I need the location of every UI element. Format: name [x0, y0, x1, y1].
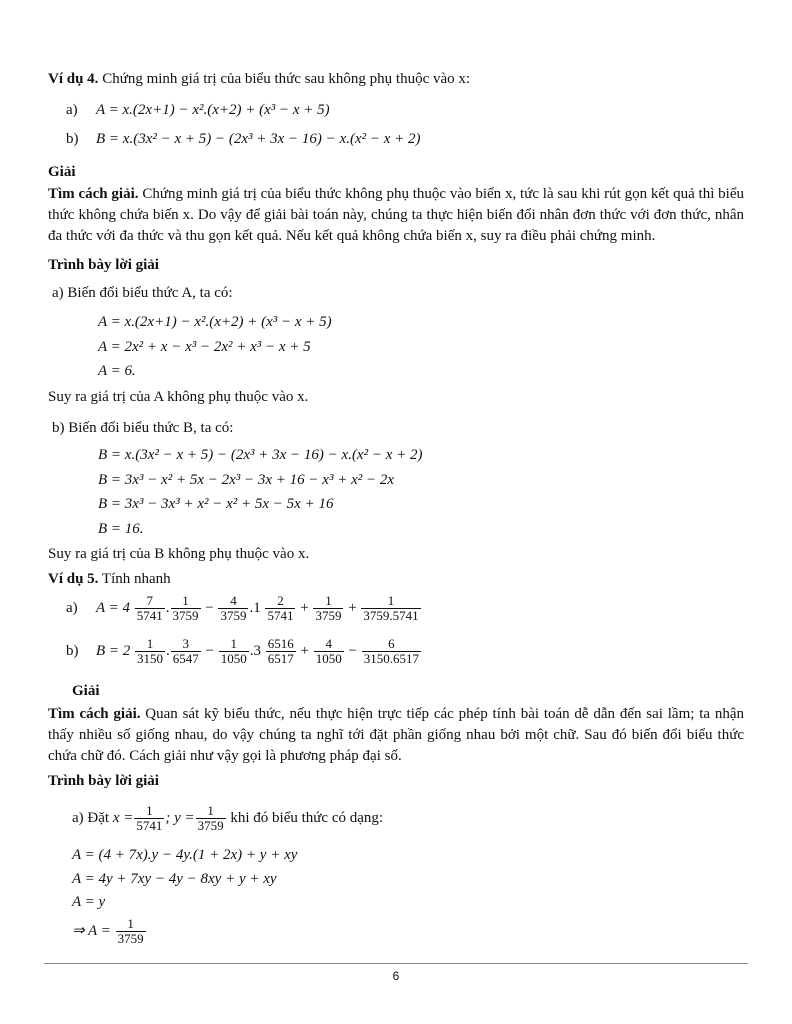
method-paragraph-2: [48, 704, 744, 767]
substitution-intro: a) Đặt: [72, 810, 110, 826]
expression-b-lhs: B = 2: [96, 643, 131, 659]
fraction: $\frac{7}{5741}$: [136, 593, 163, 624]
part-b-label: b): [66, 643, 79, 659]
example-4-statement: [48, 70, 470, 88]
fraction: $\frac{1}{1050}$: [220, 636, 247, 667]
fraction: $\frac{6}{3150.6517}$: [363, 636, 419, 667]
solution-b-conclusion: Suy ra giá trị của B không phụ thuộc vào x.: [48, 546, 310, 562]
fraction: $\frac{3}{6547}$: [172, 636, 199, 667]
solution-a-step-2: A = 2x² + x − x³ − 2x² + x³ − x + 5: [98, 339, 311, 355]
example-5-heading: Ví dụ 5.: [48, 571, 99, 587]
part-a-label: a): [66, 102, 78, 118]
solution-a-intro: a) Biến đổi biểu thức A, ta có:: [52, 285, 233, 301]
solution-a-step-1: A = x.(2x+1) − x².(x+2) + (x³ − x + 5): [98, 314, 332, 330]
method-text-1: Chứng minh giá trị của biểu thức không phụ thuộc vào biến x, tức là sau khi rút gọn kết quả thì biểu thức không chứa biến x. Do vậy để giải bài toán này, chúng ta thực hiện biến đổi nhân đơn thức với đơn thức, nhân đa thức với đa thức và thu gọn kết quả. Nếu kết quả không chứa biến x, suy ra điều phải chứng minh.: [48, 186, 744, 244]
solution-b-step-4: B = 16.: [98, 521, 144, 537]
solution-b-step-1: B = x.(3x² − x + 5) − (2x³ + 3x − 16) − x.(x² − x + 2): [98, 447, 423, 463]
fraction: $\frac{1}{5741}$: [136, 803, 163, 834]
method-heading-1: Tìm cách giải.: [48, 186, 139, 202]
solution-b-step-2: B = 3x³ − x² + 5x − 2x³ − 3x + 16 − x³ + x² − 2x: [98, 472, 395, 488]
solution-heading-1: Giải: [48, 164, 76, 180]
solution-5a-result: ⇒ A = $\frac{1}{3759}$: [72, 916, 144, 947]
example-5-statement: [48, 570, 171, 588]
solution-heading-2: Giải: [72, 683, 100, 699]
solution-b-step-3: B = 3x³ − 3x³ + x² − x² + 5x − 5x + 16: [98, 496, 334, 512]
solution-a-conclusion: Suy ra giá trị của A không phụ thuộc vào x.: [48, 389, 309, 405]
fraction: $\frac{1}{3759}$: [117, 916, 144, 947]
part-a-label: a): [66, 600, 78, 616]
presentation-heading-1: Trình bày lời giải: [48, 257, 159, 273]
solution-5a-substitution: a) Đặt x = $\frac{1}{5741}$ ; y = $\frac{1}{3759}$ khi đó biểu thức có dạng:: [72, 803, 384, 834]
example-4-heading: Ví dụ 4.: [48, 71, 99, 87]
expression-a: A = x.(2x+1) − x².(x+2) + (x³ − x + 5): [96, 102, 330, 118]
solution-5a-step-3: A = y: [72, 894, 106, 910]
example-5-part-b: b) B = 2 $\frac{1}{3150}$ . $\frac{3}{6547}$ − $\frac{1}{1050}$ .3 $\frac{6516}{6517}$ + $\frac{4}{1050}$ − $\frac{6}{3150.6517}$: [66, 633, 422, 669]
method-heading-2: Tìm cách giải.: [48, 706, 141, 722]
fraction: $\frac{1}{3759}$: [172, 593, 199, 624]
example-4-text: Chứng minh giá trị của biểu thức sau không phụ thuộc vào x:: [98, 71, 471, 87]
method-text-2: Quan sát kỹ biểu thức, nếu thực hiện trực tiếp các phép tính bài toán dễ dẫn đến sai lầm; ta nhận thấy nhiều số giống nhau, do vậy chúng ta nghĩ tới đặt phần giống nhau bởi một chữ. Sau đó biến đổi biểu thức chứa chữ đó. Cách giải như vậy gọi là phương pháp đại số.: [48, 706, 744, 764]
fraction: $\frac{6516}{6517}$: [267, 636, 294, 667]
fraction: $\frac{4}{3759}$: [220, 593, 247, 624]
solution-a-step-3: A = 6.: [98, 363, 136, 379]
substitution-tail: khi đó biểu thức có dạng:: [230, 810, 384, 826]
solution-5a-step-2: A = 4y + 7xy − 4y − 8xy + y + xy: [72, 871, 277, 887]
solution-5a-step-1: A = (4 + 7x).y − 4y.(1 + 2x) + y + xy: [72, 847, 298, 863]
fraction: $\frac{1}{3759}$: [315, 593, 342, 624]
footer-divider: [44, 963, 748, 964]
fraction: $\frac{2}{5741}$: [267, 593, 294, 624]
fraction: $\frac{1}{3759}$: [197, 803, 224, 834]
example-4-part-b: [66, 130, 421, 148]
expression-b: B = x.(3x² − x + 5) − (2x³ + 3x − 16) − x.(x² − x + 2): [96, 131, 421, 147]
method-paragraph-1: [48, 184, 744, 247]
page-number: 6: [392, 969, 400, 983]
fraction: $\frac{1}{3150}$: [137, 636, 164, 667]
solution-b-intro: b) Biến đổi biểu thức B, ta có:: [52, 420, 234, 436]
presentation-heading-2: Trình bày lời giải: [48, 773, 159, 789]
example-4-part-a: [66, 101, 330, 119]
expression-a-lhs: A = 4: [96, 600, 131, 616]
part-b-label: b): [66, 131, 79, 147]
example-5-text: Tính nhanh: [98, 571, 171, 587]
fraction: $\frac{4}{1050}$: [315, 636, 342, 667]
example-5-part-a: a) A = 4 $\frac{7}{5741}$ . $\frac{1}{3759}$ − $\frac{4}{3759}$ .1 $\frac{2}{5741}$ + $\frac{1}{3759}$ + $\frac{1}{3759.5741}$: [66, 590, 422, 626]
fraction: $\frac{1}{3759.5741}$: [363, 593, 419, 624]
